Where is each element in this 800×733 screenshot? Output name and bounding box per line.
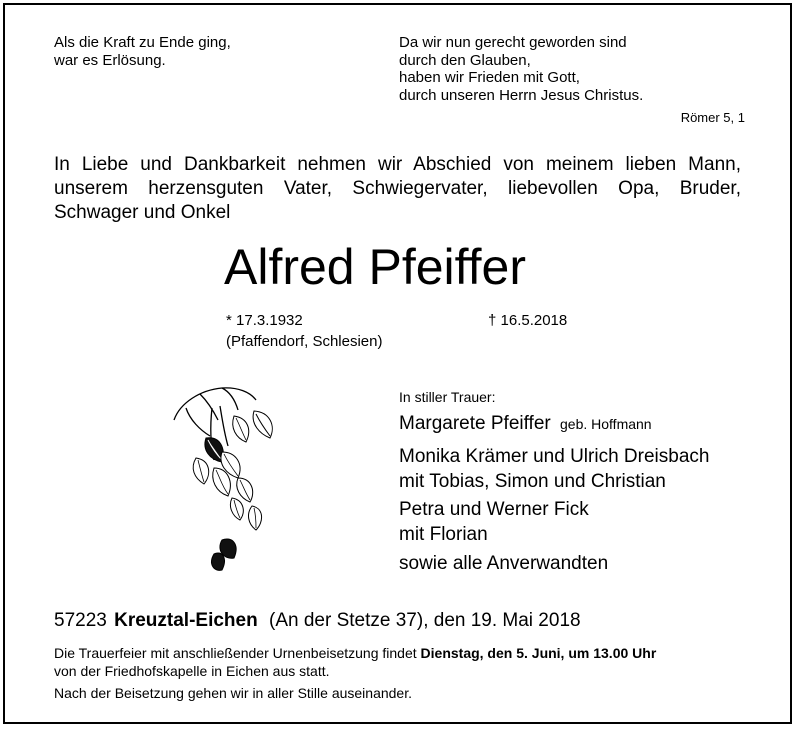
quote-reference: Römer 5, 1 bbox=[680, 110, 745, 125]
place-date-line bbox=[54, 610, 581, 632]
funeral-info bbox=[54, 644, 656, 702]
quote-right-line: durch unseren Herrn Jesus Christus. bbox=[399, 86, 644, 104]
leaves-illustration bbox=[160, 378, 285, 578]
leaf bbox=[212, 553, 225, 570]
deceased-name: Alfred Pfeiffer bbox=[224, 239, 527, 295]
funeral-text: Die Trauerfeier mit anschließender Urnenbeisetzung findet bbox=[54, 645, 417, 661]
quote-right-line: Da wir nun gerecht geworden sind bbox=[399, 34, 627, 51]
quote-left bbox=[54, 34, 231, 69]
quote-right-line: durch den Glauben, bbox=[399, 51, 531, 69]
mourner-entry bbox=[399, 497, 589, 547]
branch-twig bbox=[200, 394, 218, 420]
intro-line: Schwager und Onkel bbox=[54, 202, 231, 223]
zip-code: 57223 bbox=[54, 610, 107, 631]
address-date: (An der Stetze 37), den 19. Mai 2018 bbox=[269, 610, 581, 631]
intro-line: In Liebe und Dankbarkeit nehmen wir Abschied von meinem lieben Mann, bbox=[54, 154, 741, 175]
quote-right-line: haben wir Frieden mit Gott, bbox=[399, 69, 580, 86]
mourners-heading: In stiller Trauer: bbox=[399, 389, 496, 405]
mourner-line: mit Florian bbox=[399, 524, 488, 545]
leaf bbox=[249, 506, 262, 530]
mourner-entry bbox=[399, 411, 652, 437]
funeral-info-line bbox=[54, 644, 656, 662]
branch-twig bbox=[222, 388, 238, 410]
birthplace: (Pfaffendorf, Schlesien) bbox=[226, 333, 383, 350]
quote-left-line: war es Erlösung. bbox=[54, 51, 166, 69]
mourner-line: mit Tobias, Simon und Christian bbox=[399, 471, 666, 492]
funeral-info-line: von der Friedhofskapelle in Eichen aus statt. bbox=[54, 663, 330, 679]
mourner-entry bbox=[399, 444, 709, 494]
mourner-maiden-name: geb. Hoffmann bbox=[560, 416, 652, 432]
town: Kreuztal-Eichen bbox=[114, 610, 258, 631]
funeral-date: Dienstag, den 5. Juni, um 13.00 Uhr bbox=[420, 645, 657, 661]
quote-left-line: Als die Kraft zu Ende ging, bbox=[54, 34, 231, 51]
branch-twig bbox=[186, 408, 210, 436]
funeral-info-line: Nach der Beisetzung gehen wir in aller Stille auseinander. bbox=[54, 685, 412, 701]
mourner-entry: sowie alle Anverwandten bbox=[399, 553, 609, 574]
branch-twig bbox=[220, 406, 228, 446]
birth-date: * 17.3.1932 bbox=[226, 312, 303, 329]
intro-line: unserem herzensguten Vater, Schwiegervater, liebevollen Opa, Bruder, bbox=[54, 178, 741, 199]
mourner-line: Petra und Werner Fick bbox=[399, 499, 589, 520]
death-date: † 16.5.2018 bbox=[488, 312, 568, 329]
mourner-line: Monika Krämer und Ulrich Dreisbach bbox=[399, 446, 710, 467]
intro-text bbox=[54, 153, 741, 225]
mourner-name: Margarete Pfeiffer bbox=[399, 413, 551, 434]
quote-right bbox=[399, 34, 643, 104]
